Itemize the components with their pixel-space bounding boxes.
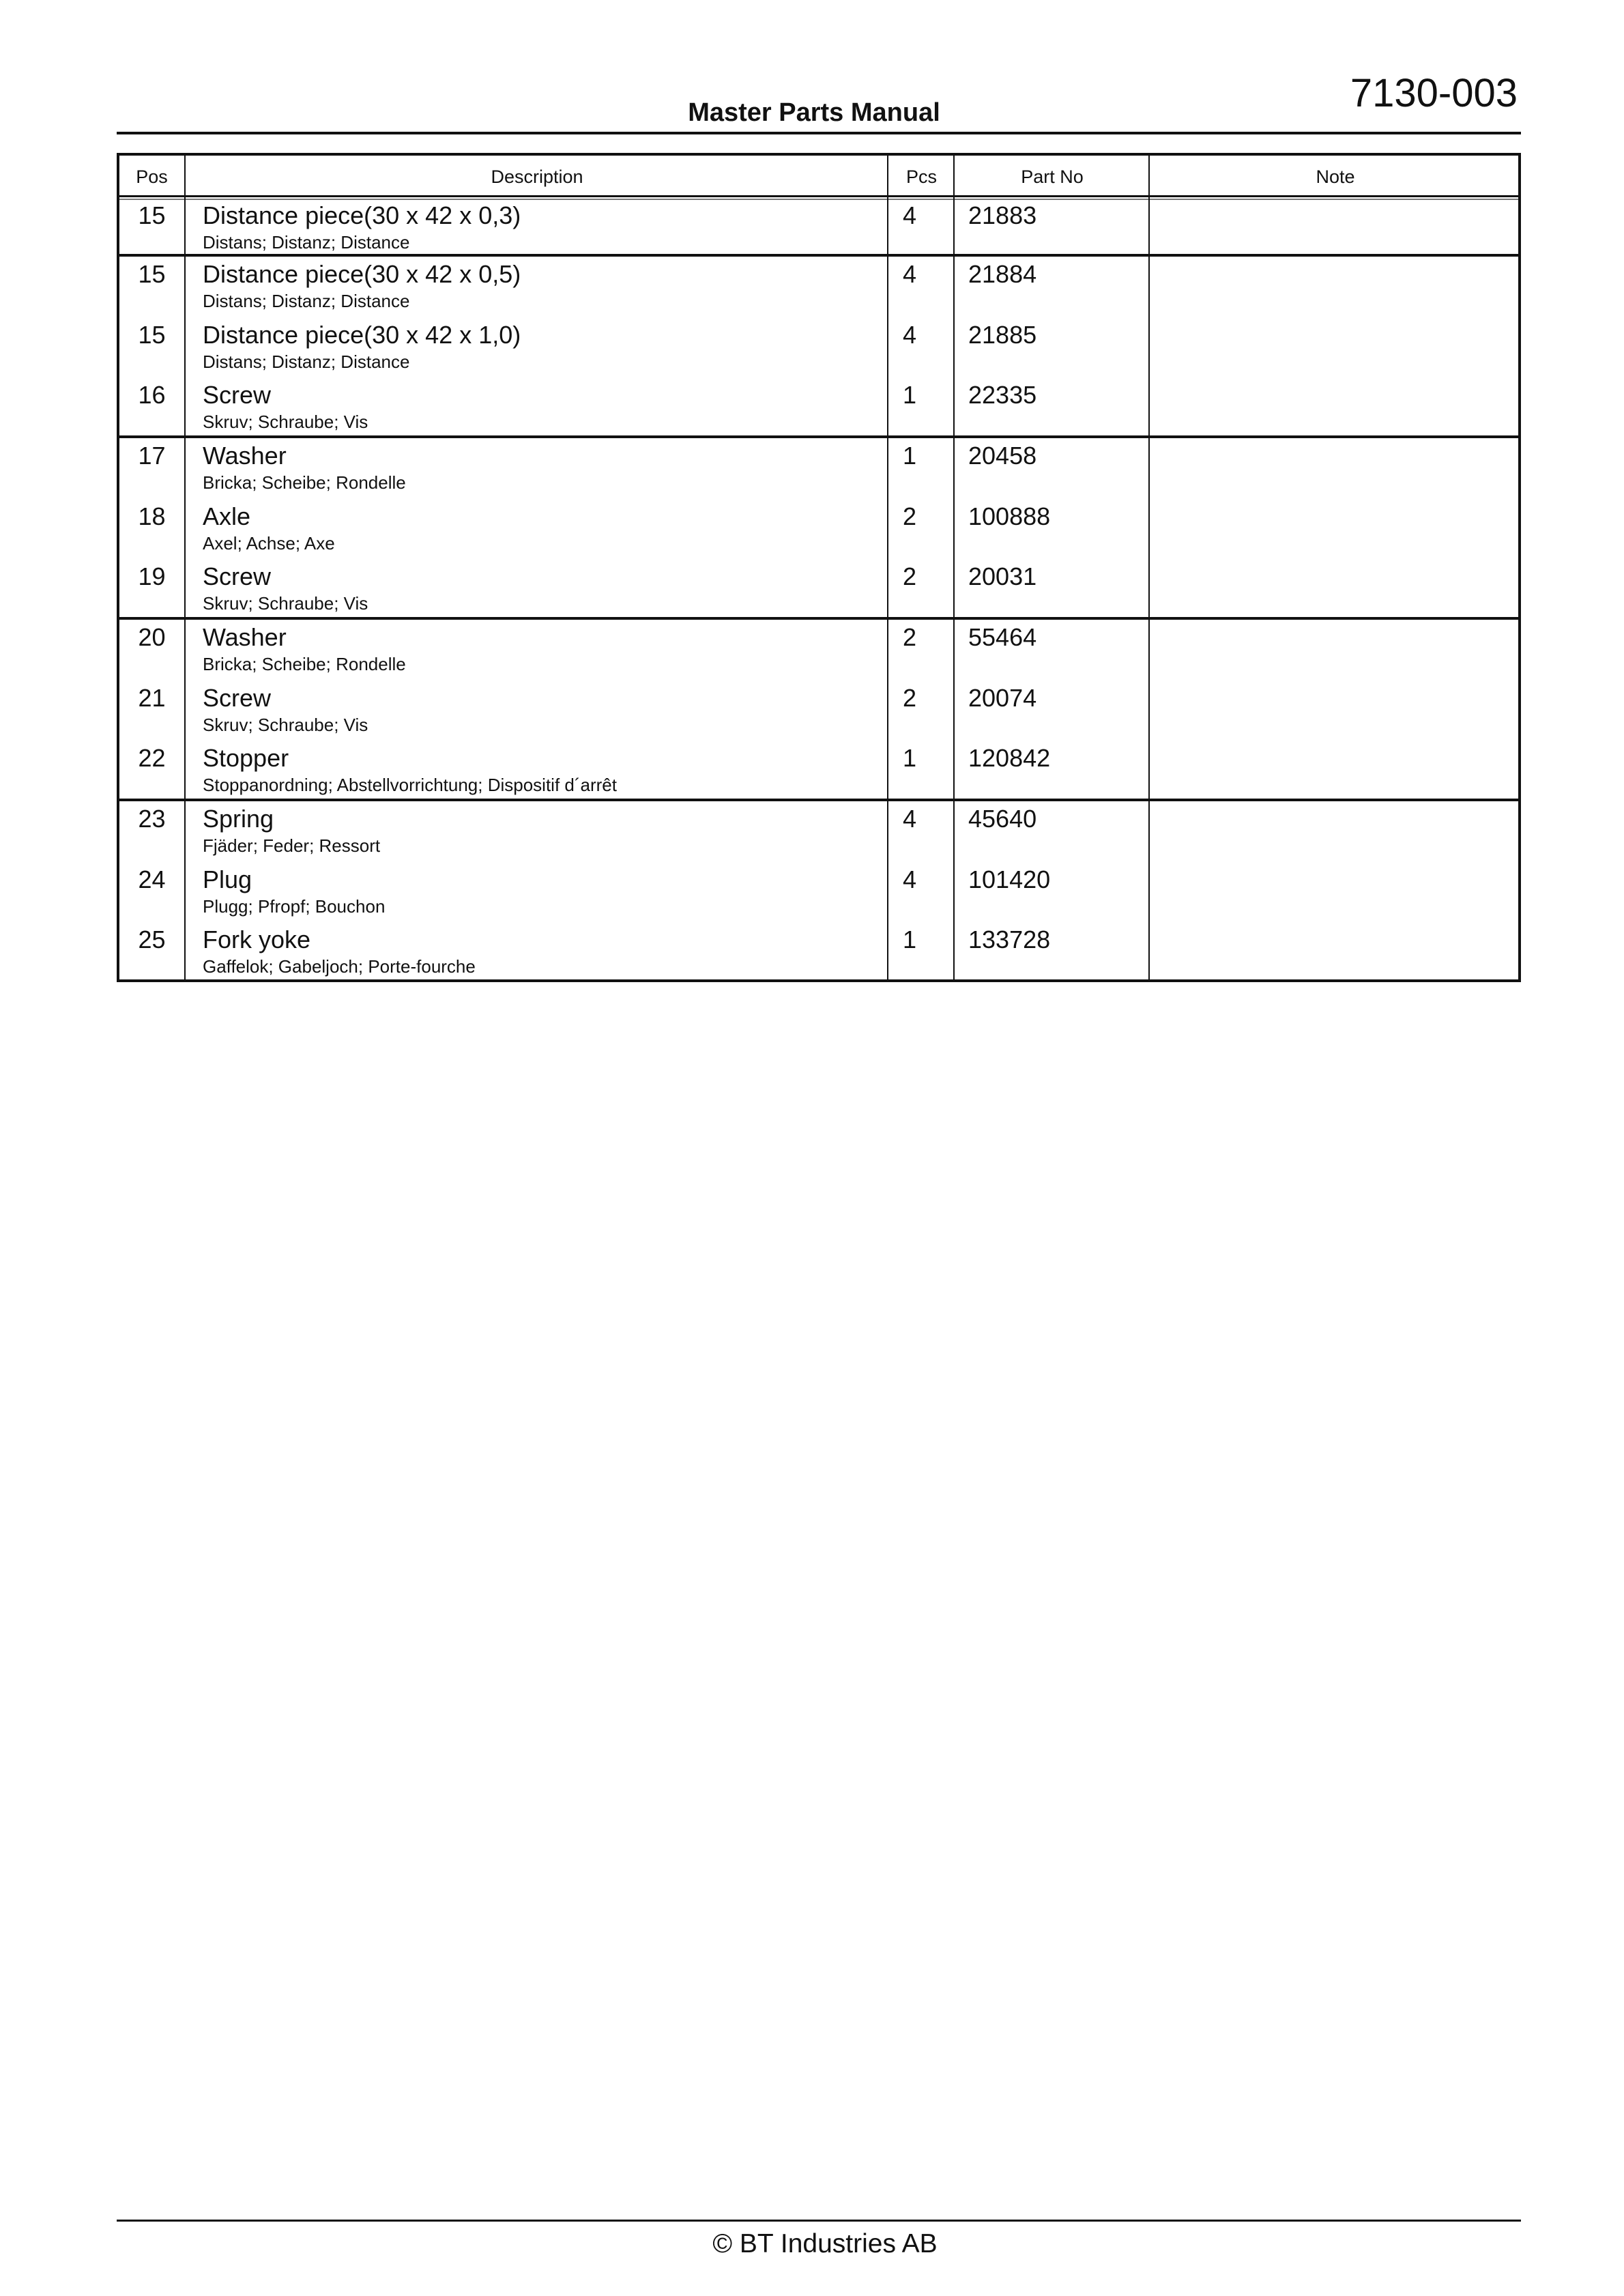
table-row	[119, 801, 1518, 862]
translation-cell: Axel; Achse; Axe	[203, 532, 335, 554]
document-number: 7130-003	[1350, 71, 1518, 115]
part-no-cell: 101420	[968, 865, 1051, 893]
description-cell: Distance piece(30 x 42 x 0,5)	[203, 260, 521, 288]
page-title-text: Master Parts Manual	[688, 98, 940, 127]
table-row	[119, 499, 1518, 560]
description-cell: Distance piece(30 x 42 x 1,0)	[203, 320, 521, 349]
translation-cell: Distans; Distanz; Distance	[203, 291, 410, 311]
pcs-cell: 4	[903, 201, 917, 229]
translation-cell: Distans; Distanz; Distance	[203, 351, 410, 372]
part-no-cell: 45640	[968, 805, 1037, 833]
translation-cell: Bricka; Scheibe; Rondelle	[203, 654, 406, 674]
pos-cell: 21	[138, 683, 166, 712]
column-header-note: Note	[1316, 167, 1355, 187]
pcs-cell: 4	[903, 260, 917, 288]
description-cell: Washer	[203, 623, 287, 651]
translation-cell: Bricka; Scheibe; Rondelle	[203, 472, 406, 493]
description-cell: Screw	[203, 683, 272, 712]
header-divider	[117, 132, 1521, 134]
pos-cell: 17	[138, 442, 166, 470]
table-row	[119, 862, 1518, 923]
table-row	[119, 377, 1518, 438]
footer-divider	[117, 2220, 1521, 2222]
table-row	[119, 620, 1518, 680]
description-cell: Screw	[203, 381, 272, 410]
translation-cell: Skruv; Schraube; Vis	[203, 714, 368, 735]
description-cell: Spring	[203, 805, 274, 833]
pcs-cell: 1	[903, 442, 917, 470]
translation-cell: Skruv; Schraube; Vis	[203, 593, 368, 614]
part-no-cell: 21884	[968, 260, 1037, 288]
part-no-cell: 20074	[968, 683, 1037, 712]
part-no-cell: 100888	[968, 502, 1051, 530]
translation-cell: Stoppanordning; Abstellvorrichtung; Dispositif d´arrêt	[203, 775, 617, 796]
table-row	[119, 922, 1518, 983]
row-group	[119, 799, 1518, 983]
part-no-cell: 21883	[968, 201, 1037, 229]
pos-cell: 18	[138, 502, 166, 530]
table-row	[119, 559, 1518, 620]
pos-cell: 15	[138, 260, 166, 288]
pcs-cell: 4	[903, 320, 917, 349]
pos-cell: 24	[138, 865, 166, 893]
row-group	[119, 254, 1518, 438]
pos-cell: 15	[138, 320, 166, 349]
pos-cell: 15	[138, 201, 166, 229]
table-row	[119, 198, 1518, 259]
pcs-cell: 2	[903, 683, 917, 712]
description-cell: Plug	[203, 865, 252, 893]
part-no-cell: 22335	[968, 381, 1037, 410]
table-row	[119, 741, 1518, 801]
part-no-cell: 20031	[968, 562, 1037, 591]
pcs-cell: 4	[903, 805, 917, 833]
footer-copyright	[0, 2230, 1624, 2257]
pos-cell: 20	[138, 623, 166, 651]
row-group	[119, 435, 1518, 620]
pos-cell: 16	[138, 381, 166, 410]
part-no-cell: 133728	[968, 925, 1051, 954]
description-cell: Axle	[203, 502, 251, 530]
translation-cell: Plugg; Pfropf; Bouchon	[203, 895, 386, 917]
table-row	[119, 317, 1518, 378]
description-cell: Fork yoke	[203, 925, 311, 954]
translation-cell: Gaffelok; Gabeljoch; Porte-fourche	[203, 956, 476, 977]
part-no-cell: 120842	[968, 744, 1051, 773]
description-cell: Stopper	[203, 744, 289, 773]
pcs-cell: 2	[903, 502, 917, 530]
translation-cell: Fjäder; Feder; Ressort	[203, 835, 381, 856]
pos-cell: 25	[138, 925, 166, 954]
copyright-text: © BT Industries AB	[712, 2229, 938, 2258]
column-header-description: Description	[491, 167, 583, 187]
translation-cell: Distans; Distanz; Distance	[203, 232, 410, 253]
page-title	[0, 100, 1624, 126]
column-header-pos: Pos	[136, 167, 168, 187]
description-cell: Washer	[203, 442, 287, 470]
pos-cell: 22	[138, 744, 166, 773]
part-no-cell: 55464	[968, 623, 1037, 651]
description-cell: Screw	[203, 562, 272, 591]
table-header	[119, 156, 1518, 197]
pcs-cell: 4	[903, 865, 917, 893]
table-row	[119, 257, 1518, 317]
row-group	[119, 617, 1518, 801]
part-no-cell: 20458	[968, 442, 1037, 470]
table-row	[119, 680, 1518, 741]
pcs-cell: 2	[903, 562, 917, 591]
pcs-cell: 1	[903, 744, 917, 773]
description-cell: Distance piece(30 x 42 x 0,3)	[203, 201, 521, 229]
pcs-cell: 1	[903, 381, 917, 410]
pos-cell: 23	[138, 805, 166, 833]
column-header-pcs: Pcs	[905, 167, 937, 187]
pos-cell: 19	[138, 562, 166, 591]
column-header-part-no: Part No	[1021, 167, 1084, 187]
pcs-cell: 2	[903, 623, 917, 651]
translation-cell: Skruv; Schraube; Vis	[203, 412, 368, 433]
part-no-cell: 21885	[968, 320, 1037, 349]
parts-table	[117, 153, 1521, 982]
table-row	[119, 438, 1518, 499]
pcs-cell: 1	[903, 925, 917, 954]
